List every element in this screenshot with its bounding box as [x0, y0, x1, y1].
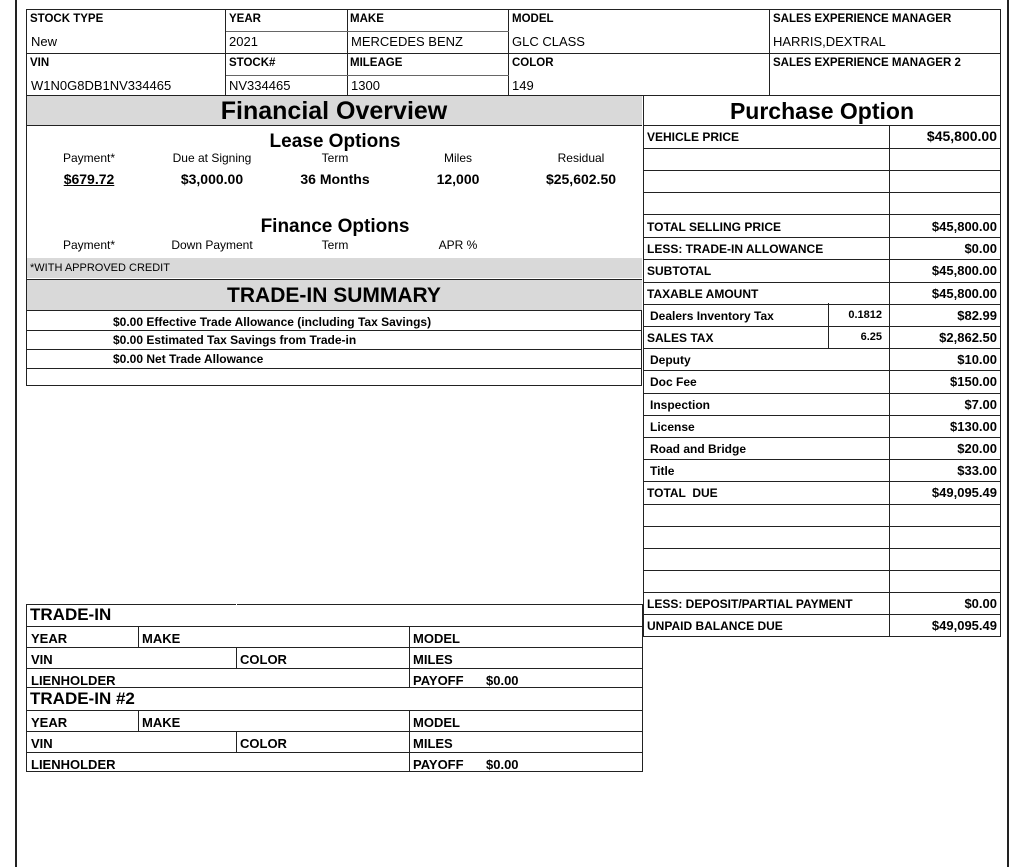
- mileage-value: 1300: [351, 78, 380, 93]
- divider: [508, 9, 509, 96]
- purchase-row-label: Title: [650, 464, 675, 479]
- row-divider: [643, 170, 1001, 171]
- purchase-row-amount: $82.99: [957, 307, 997, 323]
- row-divider: [643, 304, 1001, 305]
- effective-trade-allowance: $0.00 Effective Trade Allowance (including Tax Savings): [113, 315, 432, 329]
- lease-header-residual: Residual: [557, 151, 605, 165]
- purchase-option-title: Purchase Option: [729, 98, 915, 124]
- lease-due-at-signing-value: $3,000.00: [180, 171, 244, 187]
- divider: [409, 626, 410, 688]
- trade-in-2-lienholder: LIENHOLDER: [31, 757, 116, 772]
- trade-in-2-miles: MILES: [413, 736, 453, 751]
- row-divider: [643, 393, 1001, 394]
- finance-header-down-payment: Down Payment: [171, 238, 253, 252]
- divider: [138, 710, 139, 731]
- purchase-row-label: Dealers Inventory Tax: [650, 308, 774, 323]
- divider: [26, 647, 643, 648]
- sales-manager-label: SALES EXPERIENCE MANAGER: [773, 13, 952, 25]
- financial-overview-title: Financial Overview: [26, 96, 642, 126]
- divider: [236, 647, 237, 668]
- purchase-row-amount: $45,800.00: [931, 285, 997, 301]
- trade-in-1-title: TRADE-IN: [30, 605, 112, 624]
- purchase-row-label: TAXABLE AMOUNT: [647, 286, 759, 301]
- vin-value: W1N0G8DB1NV334465: [31, 78, 172, 93]
- sales-manager-2-label: SALES EXPERIENCE MANAGER 2: [773, 57, 961, 69]
- trade-in-2-make: MAKE: [142, 715, 181, 730]
- trade-in-2-color: COLOR: [240, 736, 287, 751]
- divider: [26, 668, 643, 669]
- unpaid-balance-label: UNPAID BALANCE DUE: [647, 619, 783, 633]
- lease-header-due-at-signing: Due at Signing: [172, 151, 252, 165]
- lease-options-title: Lease Options: [269, 131, 401, 152]
- purchase-row-amount: $45,800.00: [931, 263, 997, 279]
- divider: [26, 349, 642, 350]
- credit-note: *WITH APPROVED CREDIT: [30, 262, 170, 274]
- year-value: 2021: [229, 34, 258, 49]
- make-label: MAKE: [350, 13, 384, 25]
- purchase-row-amount: $45,800.00: [931, 219, 997, 234]
- purchase-row-label: LESS: TRADE-IN ALLOWANCE: [647, 242, 824, 257]
- divider: [225, 9, 226, 96]
- divider: [26, 96, 27, 386]
- divider: [26, 53, 1001, 54]
- purchase-row-label: Inspection: [650, 397, 711, 412]
- divider: [26, 368, 642, 369]
- finance-header-payment: Payment*: [62, 238, 116, 252]
- trade-in-1-miles: MILES: [413, 652, 453, 667]
- trade-in-summary-title: TRADE-IN SUMMARY: [26, 279, 642, 311]
- purchase-row-label: TOTAL DUE: [647, 486, 718, 501]
- row-divider: [643, 592, 1001, 593]
- purchase-row-amount: $33.00: [957, 463, 997, 479]
- row-divider: [643, 259, 1001, 260]
- divider: [226, 31, 509, 32]
- trade-in-1-year: YEAR: [31, 631, 68, 646]
- divider: [26, 626, 643, 627]
- purchase-row-amount: $20.00: [957, 441, 997, 456]
- sales-manager-value: HARRIS,DEXTRAL: [773, 34, 886, 49]
- divider: [26, 710, 643, 711]
- row-divider: [643, 415, 1001, 416]
- divider: [26, 731, 643, 732]
- row-divider: [643, 282, 1001, 283]
- deposit-label: LESS: DEPOSIT/PARTIAL PAYMENT: [647, 597, 853, 611]
- purchase-row-label: Deputy: [650, 353, 691, 368]
- trade-in-2-payoff: PAYOFF: [413, 757, 464, 772]
- row-divider: [643, 570, 1001, 571]
- purchase-row-amount: $130.00: [950, 418, 997, 434]
- lease-header-term: Term: [321, 151, 349, 165]
- row-divider: [643, 237, 1001, 238]
- trade-in-1-color: COLOR: [240, 652, 287, 667]
- finance-header-term: Term: [321, 238, 349, 252]
- lease-payment-value: $679.72: [63, 171, 115, 187]
- row-divider: [643, 614, 1001, 615]
- row-divider: [643, 348, 1001, 349]
- trade-in-2-year: YEAR: [31, 715, 68, 730]
- purchase-row-rate: 0.1812: [848, 308, 882, 321]
- lease-header-payment: Payment*: [62, 151, 116, 165]
- trade-in-1-make: MAKE: [142, 631, 181, 646]
- divider: [236, 604, 237, 626]
- lease-residual-value: $25,602.50: [545, 171, 617, 187]
- divider: [769, 9, 770, 96]
- model-label: MODEL: [512, 13, 554, 25]
- model-value: GLC CLASS: [512, 34, 585, 49]
- trade-in-1-payoff: PAYOFF: [413, 673, 464, 688]
- make-value: MERCEDES BENZ: [351, 34, 463, 49]
- finance-header-apr: APR %: [438, 238, 478, 252]
- row-divider: [643, 326, 1001, 327]
- purchase-row-amount: $10.00: [957, 352, 997, 368]
- stock-number-label: STOCK#: [229, 57, 276, 69]
- trade-in-1-vin: VIN: [31, 652, 53, 667]
- unpaid-balance-value: $49,095.49: [931, 618, 997, 633]
- mileage-label: MILEAGE: [350, 57, 403, 69]
- finance-options-title: Finance Options: [260, 216, 410, 237]
- purchase-row-amount: $7.00: [964, 396, 997, 412]
- divider: [138, 626, 139, 647]
- divider: [643, 96, 644, 126]
- divider: [409, 710, 410, 772]
- lease-header-miles: Miles: [443, 151, 472, 165]
- divider: [26, 330, 642, 331]
- vehicle-price-value: $45,800.00: [926, 128, 997, 144]
- stock-type-label: STOCK TYPE: [30, 13, 104, 25]
- divider: [236, 731, 237, 752]
- trade-in-1-lienholder: LIENHOLDER: [31, 673, 116, 688]
- trade-in-2-payoff-value: $0.00: [486, 757, 519, 772]
- divider: [1000, 96, 1001, 126]
- row-divider: [643, 548, 1001, 549]
- lease-term-value: 36 Months: [300, 171, 370, 187]
- purchase-row-label: Doc Fee: [650, 375, 697, 390]
- trade-in-1-model: MODEL: [413, 631, 460, 646]
- stock-number-value: NV334465: [229, 78, 291, 93]
- column-divider: [828, 303, 829, 348]
- divider: [347, 9, 348, 96]
- vehicle-price-label: VEHICLE PRICE: [647, 130, 740, 144]
- purchase-row-label: TOTAL SELLING PRICE: [647, 220, 782, 234]
- purchase-row-amount: $0.00: [964, 241, 997, 257]
- purchase-row-label: SUBTOTAL: [647, 264, 712, 279]
- divider: [226, 75, 509, 76]
- trade-in-1-box: [26, 604, 643, 688]
- row-divider: [643, 148, 1001, 149]
- purchase-row-label: SALES TAX: [647, 331, 714, 345]
- row-divider: [643, 437, 1001, 438]
- trade-in-1-payoff-value: $0.00: [486, 673, 519, 688]
- row-divider: [643, 459, 1001, 460]
- purchase-row-label: License: [650, 419, 695, 434]
- vin-label: VIN: [30, 57, 50, 69]
- lease-miles-value: 12,000: [436, 171, 480, 187]
- trade-in-2-model: MODEL: [413, 715, 460, 730]
- row-divider: [643, 481, 1001, 482]
- stock-type-value: New: [31, 34, 58, 49]
- color-value: 149: [512, 78, 534, 93]
- row-divider: [643, 370, 1001, 371]
- purchase-row-amount: $2,862.50: [939, 330, 997, 345]
- row-divider: [643, 214, 1001, 215]
- purchase-row-rate: 6.25: [860, 331, 882, 343]
- deposit-value: $0.00: [964, 596, 997, 611]
- purchase-row-amount: $49,095.49: [931, 485, 997, 501]
- purchase-row-amount: $150.00: [950, 374, 997, 390]
- row-divider: [643, 504, 1001, 505]
- trade-in-2-title: TRADE-IN #2: [30, 689, 135, 708]
- row-divider: [643, 192, 1001, 193]
- divider: [26, 752, 643, 753]
- column-divider: [889, 125, 890, 637]
- year-label: YEAR: [229, 13, 261, 25]
- estimated-tax-savings: $0.00 Estimated Tax Savings from Trade-in: [113, 333, 357, 347]
- net-trade-allowance: $0.00 Net Trade Allowance: [113, 352, 264, 366]
- trade-in-2-vin: VIN: [31, 736, 53, 751]
- color-label: COLOR: [512, 57, 554, 69]
- purchase-row-label: Road and Bridge: [650, 442, 747, 456]
- row-divider: [643, 526, 1001, 527]
